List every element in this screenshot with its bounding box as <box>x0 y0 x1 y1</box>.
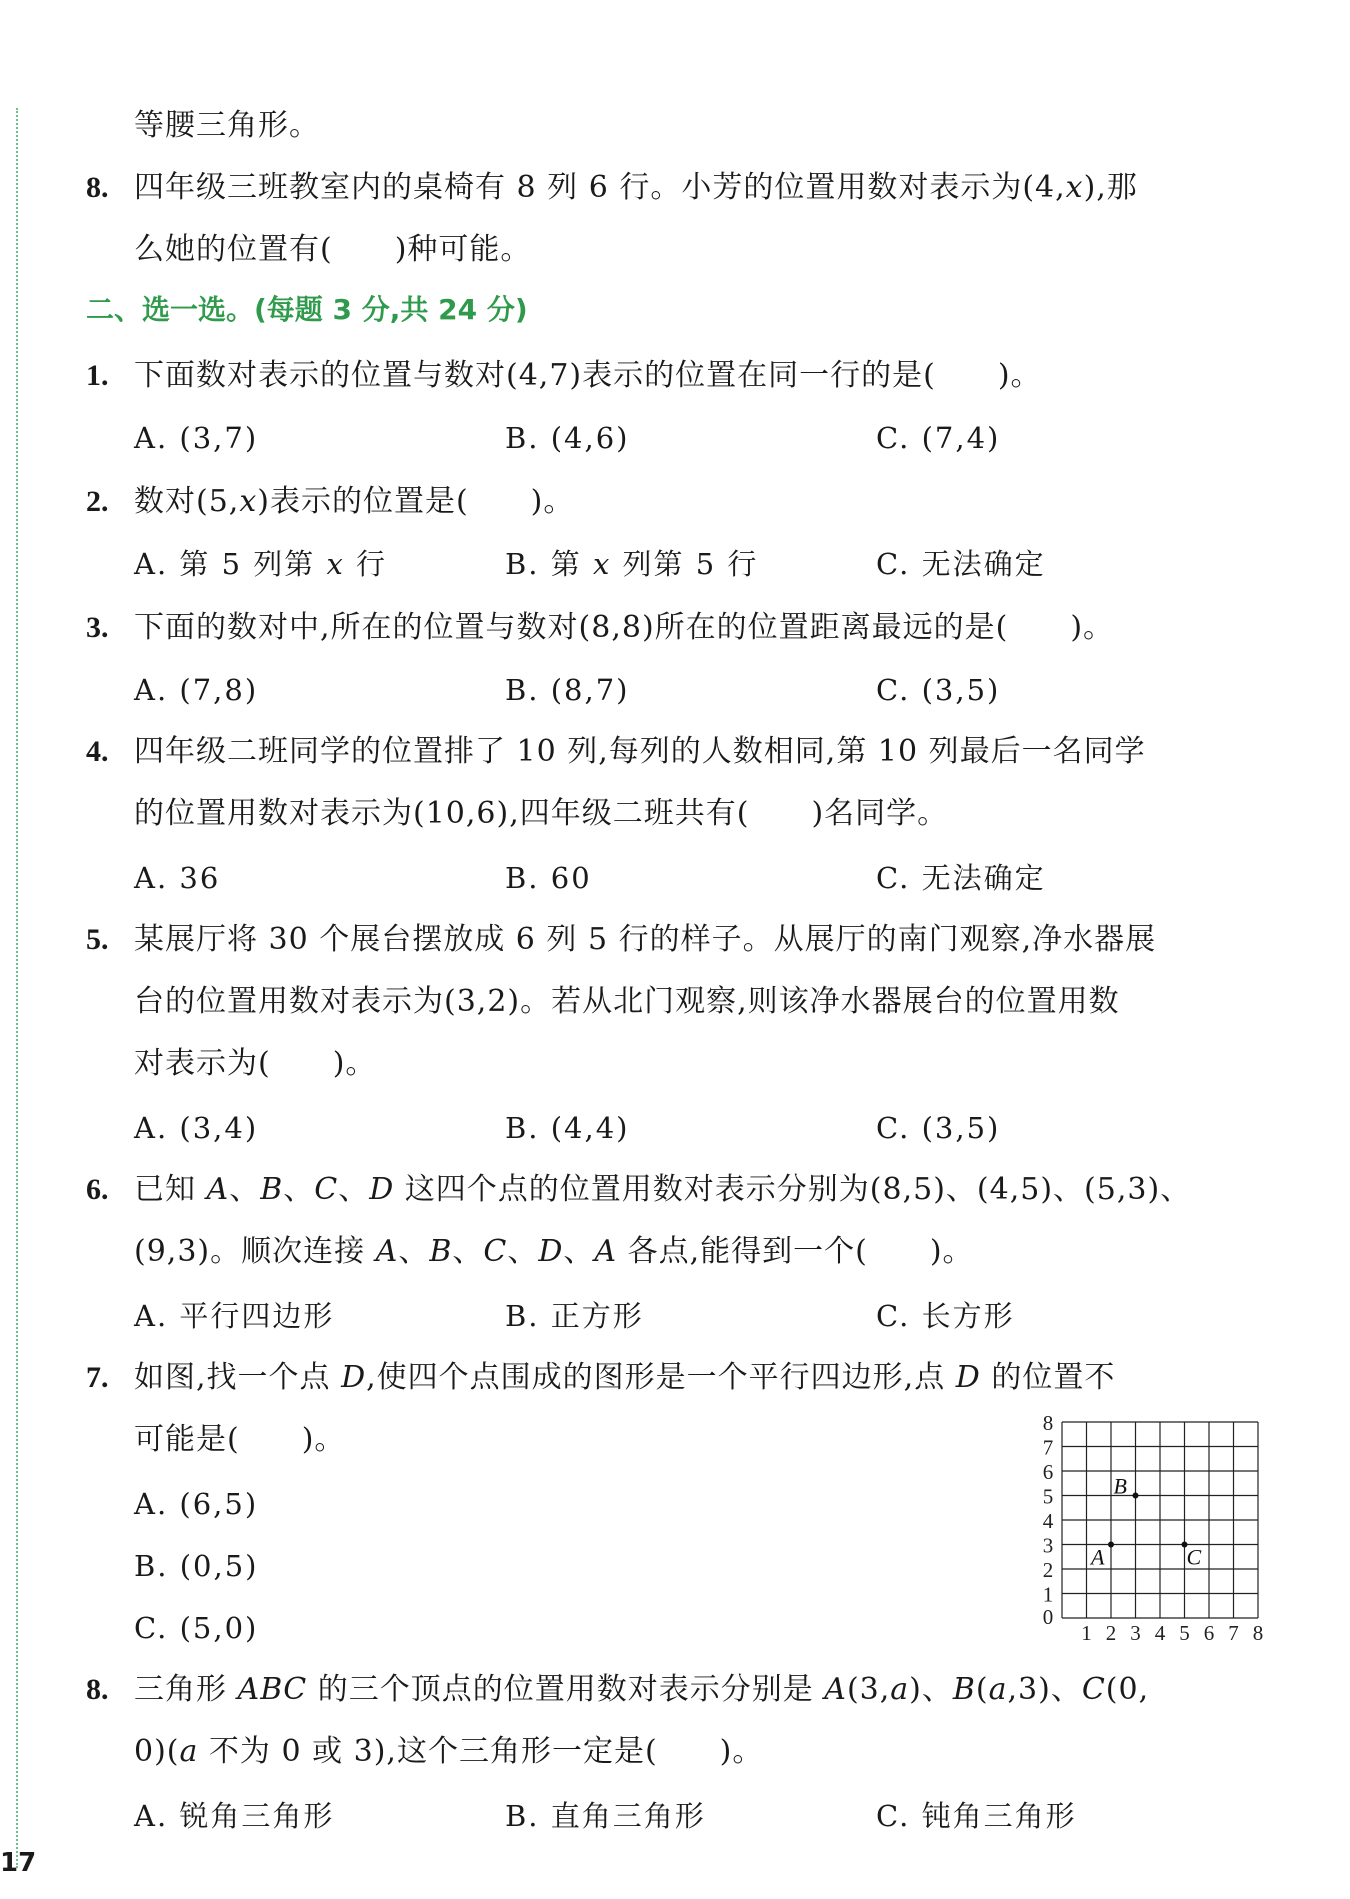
q6-line1: 已知 𝐴、𝐵、𝐶、𝐷 这四个点的位置用数对表示分别为(8,5)、(4,5)、(5,3)、 <box>134 1172 1192 1207</box>
point-b-marker <box>1133 1493 1139 1499</box>
q6-option-a: A. 平行四边形 <box>134 1299 335 1333</box>
q5-option-c: C. (3,5) <box>876 1111 1001 1145</box>
q2-number: 2. <box>86 485 109 518</box>
y-tick-label: 3 <box>1042 1533 1054 1558</box>
point-b-label: B <box>1113 1473 1127 1499</box>
q5-line2: 台的位置用数对表示为(3,2)。若从北门观察,则该净水器展台的位置用数 <box>134 984 1120 1019</box>
q6-line2: (9,3)。顺次连接 𝐴、𝐵、𝐶、𝐷、𝐴 各点,能得到一个( )。 <box>134 1234 974 1269</box>
margin-dotted-line <box>16 108 18 1868</box>
q6-number: 6. <box>86 1173 109 1206</box>
q4-option-c: C. 无法确定 <box>876 861 1046 895</box>
q1-option-b: B. (4,6) <box>505 421 630 455</box>
x-tick-label: 2 <box>1105 1621 1117 1645</box>
y-tick-label: 5 <box>1042 1484 1054 1509</box>
intro-tail: 等腰三角形。 <box>134 108 320 143</box>
q1-option-a: A. (3,7) <box>134 421 259 455</box>
x-tick-label: 5 <box>1179 1621 1190 1645</box>
q8-option-b: B. 直角三角形 <box>505 1799 706 1833</box>
q3-option-c: C. (3,5) <box>876 673 1001 707</box>
q2-line1: 数对(5,𝑥)表示的位置是( )。 <box>134 484 575 519</box>
y-tick-label: 8 <box>1042 1411 1054 1435</box>
q6-option-b: B. 正方形 <box>505 1299 644 1333</box>
q8-line1: 三角形 𝐴𝐵𝐶 的三个顶点的位置用数对表示分别是 𝐴(3,𝑎)、𝐵(𝑎,3)、𝐶(0, <box>134 1672 1150 1707</box>
y-tick-label: 4 <box>1042 1509 1054 1533</box>
page-number: 17 <box>0 1848 37 1878</box>
q4-number: 4. <box>86 735 109 768</box>
q8-line2: 0)(𝑎 不为 0 或 3),这个三角形一定是( )。 <box>134 1734 764 1769</box>
q1-line1: 下面数对表示的位置与数对(4,7)表示的位置在同一行的是( )。 <box>134 358 1042 393</box>
section-title: 二、选一选。(每题 3 分,共 24 分) <box>86 293 528 326</box>
x-tick-label: 1 <box>1081 1621 1092 1645</box>
q2-option-c: C. 无法确定 <box>876 547 1046 581</box>
y-tick-label: 7 <box>1042 1435 1054 1460</box>
q5-line3: 对表示为( )。 <box>134 1046 377 1081</box>
q4-line1: 四年级二班同学的位置排了 10 列,每列的人数相同,第 10 列最后一名同学 <box>134 734 1146 769</box>
point-a-marker <box>1108 1542 1114 1548</box>
point-c-label: C <box>1186 1544 1202 1570</box>
y-tick-label: 6 <box>1042 1460 1054 1484</box>
q4-option-a: A. 36 <box>134 861 221 895</box>
x-tick-label: 7 <box>1228 1621 1239 1645</box>
x-tick-label: 8 <box>1252 1621 1264 1645</box>
q7-number: 7. <box>86 1361 109 1394</box>
q7-option-a: A. (6,5) <box>134 1487 259 1521</box>
q8-option-c: C. 钝角三角形 <box>876 1799 1077 1833</box>
q2-option-b: B. 第 𝑥 列第 5 行 <box>505 547 759 581</box>
q3-option-a: A. (7,8) <box>134 673 259 707</box>
x-tick-label: 6 <box>1203 1621 1215 1645</box>
q3-option-b: B. (8,7) <box>505 673 630 707</box>
q1-number: 1. <box>86 359 109 392</box>
q7-option-c: C. (5,0) <box>134 1611 259 1645</box>
fill-q8-number: 8. <box>86 171 109 204</box>
fill-q8-line1: 四年级三班教室内的桌椅有 8 列 6 行。小芳的位置用数对表示为(4,𝑥),那 <box>134 170 1138 205</box>
q8-option-a: A. 锐角三角形 <box>134 1799 335 1833</box>
q5-line1: 某展厅将 30 个展台摆放成 6 列 5 行的样子。从展厅的南门观察,净水器展 <box>134 922 1157 957</box>
y-tick-label: 1 <box>1042 1582 1054 1607</box>
fill-q8-line2: 么她的位置有( )种可能。 <box>134 232 532 267</box>
q4-option-b: B. 60 <box>505 861 592 895</box>
q2-option-a: A. 第 5 列第 𝑥 行 <box>134 547 388 581</box>
q5-number: 5. <box>86 923 109 956</box>
point-a-label: A <box>1091 1544 1105 1570</box>
q3-number: 3. <box>86 611 109 644</box>
q6-option-c: C. 长方形 <box>876 1299 1015 1333</box>
coordinate-grid-figure <box>1020 1411 1264 1650</box>
q1-option-c: C. (7,4) <box>876 421 1001 455</box>
q7-option-b: B. (0,5) <box>134 1549 259 1583</box>
q3-line1: 下面的数对中,所在的位置与数对(8,8)所在的位置距离最远的是( )。 <box>134 610 1115 645</box>
q7-line1: 如图,找一个点 𝐷,使四个点围成的图形是一个平行四边形,点 𝐷 的位置不 <box>134 1360 1116 1395</box>
x-tick-label: 4 <box>1154 1621 1166 1645</box>
q7-line2: 可能是( )。 <box>134 1422 346 1457</box>
q4-line2: 的位置用数对表示为(10,6),四年级二班共有( )名同学。 <box>134 796 949 831</box>
q5-option-a: A. (3,4) <box>134 1111 259 1145</box>
q8-number: 8. <box>86 1673 109 1706</box>
x-tick-label: 3 <box>1130 1621 1141 1645</box>
q5-option-b: B. (4,4) <box>505 1111 630 1145</box>
x-tick-label: 0 <box>1042 1605 1054 1629</box>
y-tick-label: 2 <box>1042 1558 1054 1582</box>
